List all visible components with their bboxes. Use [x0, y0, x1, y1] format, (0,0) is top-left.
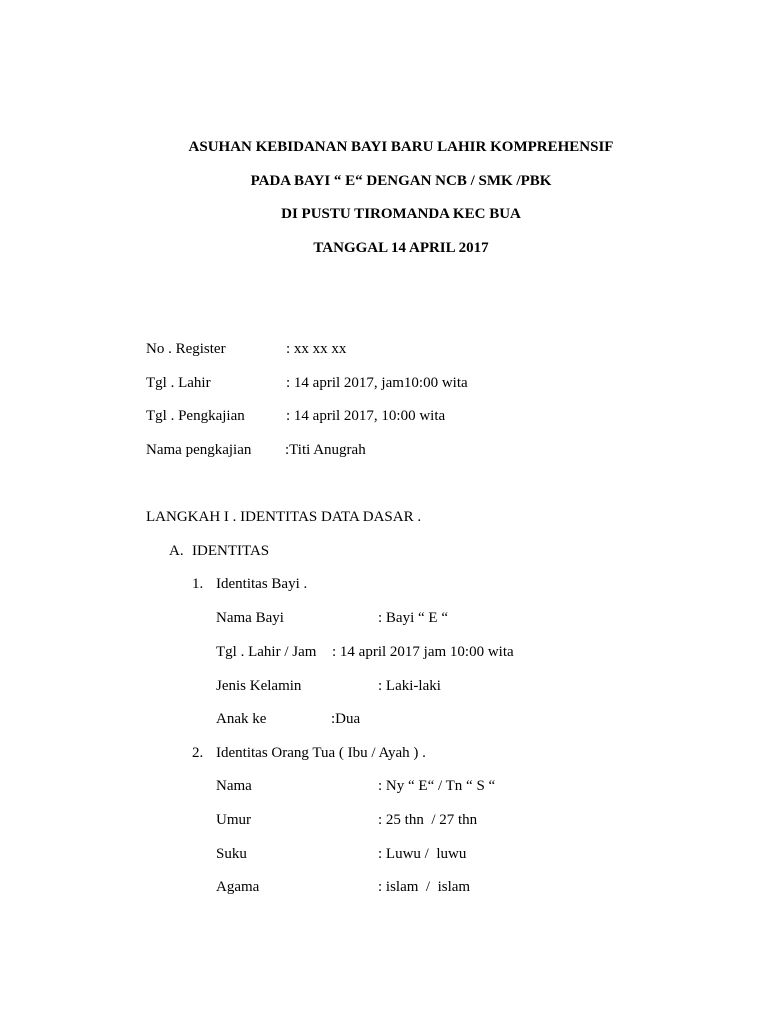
- register-number-value: : xx xx xx: [286, 341, 347, 357]
- section-title: IDENTITAS: [192, 543, 270, 559]
- field-value: :Dua: [331, 711, 361, 727]
- document-title-line-3: DI PUSTU TIROMANDA KEC BUA: [281, 206, 521, 222]
- field-value: : Laki-laki: [378, 678, 441, 694]
- document-title-line-1: ASUHAN KEBIDANAN BAYI BARU LAHIR KOMPREHENSIF: [188, 139, 614, 155]
- field-label: Nama Bayi: [216, 610, 284, 626]
- field-value: : Luwu / luwu: [378, 846, 467, 862]
- field-label: Agama: [216, 879, 260, 895]
- field-value: : 14 april 2017 jam 10:00 wita: [332, 644, 514, 660]
- field-label: Umur: [216, 812, 251, 828]
- field-value: : islam / islam: [378, 879, 471, 895]
- assessor-name-value: :Titi Anugrah: [285, 442, 366, 458]
- document-title-line-2: PADA BAYI “ E“ DENGAN NCB / SMK /PBK: [250, 173, 552, 189]
- field-label: Tgl . Lahir / Jam: [216, 644, 317, 660]
- subsection-title: Identitas Orang Tua ( Ibu / Ayah ) .: [216, 745, 426, 761]
- assessor-name-label: Nama pengkajian: [146, 442, 252, 458]
- birth-date-label: Tgl . Lahir: [146, 375, 211, 391]
- field-value: : 25 thn / 27 thn: [378, 812, 478, 828]
- field-value: : Ny “ E“ / Tn “ S “: [378, 778, 496, 794]
- field-label: Anak ke: [216, 711, 267, 727]
- assessment-date-value: : 14 april 2017, 10:00 wita: [286, 408, 446, 424]
- register-number-label: No . Register: [146, 341, 226, 357]
- subsection-title: Identitas Bayi .: [216, 576, 308, 592]
- assessment-date-label: Tgl . Pengkajian: [146, 408, 245, 424]
- step-heading: LANGKAH I . IDENTITAS DATA DASAR .: [146, 509, 422, 525]
- section-marker: A.: [169, 543, 184, 559]
- field-label: Jenis Kelamin: [216, 678, 302, 694]
- field-value: : Bayi “ E “: [378, 610, 448, 626]
- field-label: Nama: [216, 778, 252, 794]
- subsection-number: 1.: [192, 576, 204, 592]
- field-label: Suku: [216, 846, 247, 862]
- document-title-line-4: TANGGAL 14 APRIL 2017: [313, 240, 489, 256]
- subsection-number: 2.: [192, 745, 204, 761]
- birth-date-value: : 14 april 2017, jam10:00 wita: [286, 375, 468, 391]
